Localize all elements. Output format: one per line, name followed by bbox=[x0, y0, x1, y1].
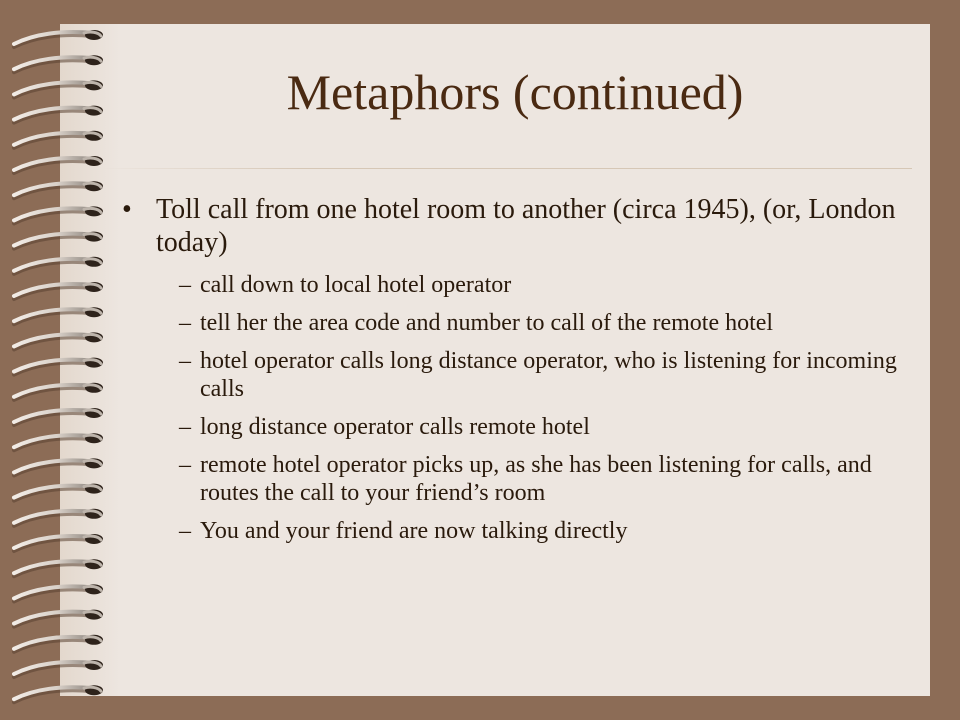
binding-coil bbox=[14, 307, 103, 324]
binding-coil bbox=[14, 156, 103, 173]
binding-coil bbox=[14, 484, 103, 501]
slide-title: Metaphors (continued) bbox=[286, 64, 744, 120]
binding-coil bbox=[14, 584, 103, 601]
binding-coil bbox=[14, 509, 103, 526]
binding-coil bbox=[14, 257, 103, 274]
sub-bullet-text: You and your friend are now talking directly bbox=[200, 518, 628, 544]
binding-coil bbox=[14, 332, 103, 349]
sub-bullet-marker: – bbox=[179, 348, 191, 374]
sub-bullet bbox=[120, 271, 920, 299]
main-bullet bbox=[120, 193, 920, 259]
sub-bullet bbox=[120, 413, 920, 441]
sub-bullet bbox=[120, 517, 920, 545]
binding-coil bbox=[14, 635, 103, 652]
binding-coil bbox=[14, 181, 103, 198]
sub-bullet bbox=[120, 451, 920, 507]
sub-bullet-list bbox=[120, 271, 920, 545]
spiral-binding-icon bbox=[0, 0, 130, 720]
binding-coil bbox=[14, 408, 103, 425]
binding-coil bbox=[14, 55, 103, 72]
binding-coil bbox=[14, 559, 103, 576]
sub-bullet bbox=[120, 309, 920, 337]
sub-bullet-marker: – bbox=[179, 414, 191, 440]
binding-coil bbox=[14, 433, 103, 450]
binding-coil bbox=[14, 206, 103, 223]
sub-bullet-marker: – bbox=[179, 310, 191, 336]
binding-coil bbox=[14, 534, 103, 551]
binding-coil bbox=[14, 131, 103, 148]
binding-coil bbox=[14, 358, 103, 375]
binding-coil bbox=[14, 610, 103, 627]
binding-coil bbox=[14, 458, 103, 475]
sub-bullet-text: remote hotel operator picks up, as she has been listening for calls, and routes the call to your friend’s room bbox=[200, 452, 872, 506]
binding-coil bbox=[14, 383, 103, 400]
binding-coil bbox=[14, 30, 103, 47]
binding-coil bbox=[14, 80, 103, 97]
binding-coil bbox=[14, 282, 103, 299]
sub-bullet-marker: – bbox=[179, 518, 191, 544]
binding-coil bbox=[14, 685, 103, 702]
sub-bullet-text: call down to local hotel operator bbox=[200, 272, 512, 298]
main-bullet-text: Toll call from one hotel room to another (circa 1945), (or, London today) bbox=[156, 194, 896, 258]
binding-coil bbox=[14, 660, 103, 677]
sub-bullet-marker: – bbox=[179, 452, 191, 478]
slide-body bbox=[120, 193, 920, 555]
sub-bullet-marker: – bbox=[179, 272, 191, 298]
sub-bullet-text: tell her the area code and number to call of the remote hotel bbox=[200, 310, 774, 336]
sub-bullet-text: hotel operator calls long distance operator, who is listening for incoming calls bbox=[200, 348, 897, 402]
title-divider bbox=[100, 168, 912, 169]
sub-bullet bbox=[120, 347, 920, 403]
binding-coil bbox=[14, 232, 103, 249]
sub-bullet-text: long distance operator calls remote hotel bbox=[200, 414, 590, 440]
bullet-marker: • bbox=[122, 194, 132, 225]
binding-coil bbox=[14, 106, 103, 123]
